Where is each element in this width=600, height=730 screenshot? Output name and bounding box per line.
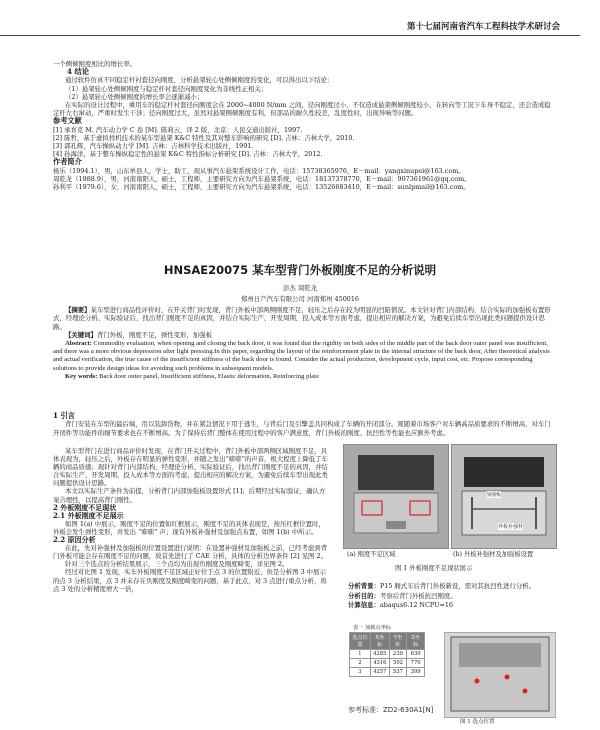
author-bio: 孙利平（1979.6），女，河南南阳人，硕士，工程师，主要研究方向为汽车悬架系统，电话：13526683410，E－mail：sunlpmail@163.com。 <box>53 183 470 192</box>
keywords-en: Key words: Back door outer panel, Insufficient stiffness, Elastic deformation, Reinforcing plate <box>65 373 319 381</box>
header-rule <box>0 35 580 36</box>
abstract-en: Abstract: Commodity evaluation, when opening and closing the back door, it was found that the rigidity on both sides of the middle part of the back door outer panel was insufficient, and there was a more obvious depression after light pressing.In this paper, regarding the layout of the reinforcement plate in the internal structure of the back door, After theoretical analysis and actual verification, the true cause of the insufficient stiffness of the back door is found. Consider the actual production, development cycle, input cost, etc. Propose corresponding solutions to provide design ideas for avoiding such problems in subsequent models. <box>53 339 550 372</box>
analysis-purpose: 分析目的：考察后背门外板抗凹刚度。 <box>348 591 457 600</box>
figure-1b-diagram <box>451 444 557 549</box>
reference-item: [2] 陈哲，基于虚拟样机技术的某车型悬架 K&C 特性及其对整车影响的研究 [D]. 吉林：吉林大学，2010. <box>53 133 355 142</box>
section-2-heading: 2 外板刚度不足现状 <box>53 502 117 512</box>
section-2-1-paragraph: 如图 1(a) 中展示，刚度不足的位置如红框展示，刚度不足的具体表现是，按压红框位置时，外板会发生弹性变形，并发出 “嘭嘭” 声；现有外板补强材及加强点布置，如图 1(b) 中所示。 <box>53 519 325 536</box>
conclusion-item-1: （1）悬架轮心处侧倾刚度与稳定杆衬套径向刚度变化为非线性正相关； <box>65 84 268 93</box>
figure-1 <box>343 444 555 560</box>
author-bio: 杨乐（1994.1），男，山东单县人，学士，助工，现从事汽车悬架系统设计工作，电话：15738365976，E－mail：yangxinupei@163.com。 <box>53 166 465 175</box>
reference-item: [3] 郭孔辉，汽车操纵动力学 [M]. 吉林：吉林科学技术出版社，1991. <box>53 142 254 151</box>
figure-2 <box>444 632 556 718</box>
analysis-solver: 计算信息：abaqus6.12 NCPU=16 <box>348 601 453 609</box>
section-2-1-heading: 2.1 外板刚度不足展示 <box>53 510 124 520</box>
author-bio-heading: 作者简介 <box>53 157 82 167</box>
table-header-row: 选点位置 X坐标 Y坐标 Z坐标 <box>350 633 425 650</box>
intro-block <box>53 412 553 437</box>
table-row: 2 4316 592 770 <box>350 659 425 668</box>
keywords-en-label: Key words: <box>65 373 98 381</box>
keywords-cn-label: 【关键词】 <box>65 331 97 340</box>
body-left-column <box>53 447 331 593</box>
analysis-background: 分析背景：P15 厢式车后背门外板新设，需对其抗凹性进行分析。 <box>348 582 536 590</box>
prev-article-tail <box>53 60 553 191</box>
prev-line: 一个侧倾刚度相比的增长率。 <box>53 60 137 68</box>
section-2-2-paragraph-2: 针对三个选点的分析结果展示，三个点均为出现负刚度及刚度畸变，详见图 2。 <box>65 560 289 569</box>
analysis-info <box>348 582 558 611</box>
abstract-block <box>53 306 553 382</box>
figure-1a-caption: (a) 刚度不足区域 <box>347 551 396 558</box>
article-title: HNSAE20075 某车型背门外板刚度不足的分析说明 <box>163 263 437 277</box>
figure-2-caption: 图 1 选点位置 <box>460 719 495 725</box>
section-2-2-heading: 2.2 原因分析 <box>53 535 96 545</box>
figure-1a-photo <box>343 444 449 549</box>
conclusion-heading: 4 结论 <box>67 67 89 77</box>
intro-paragraph-2: 某车型背门在进行商品评价时发现，在背门开关过程中，背门外板中部两侧区域刚度不足，具体表现为，轻压之后，外板存在明显的弹性变形，并随之发出“嘭嘭”的声音，极大程度上降低了车辆的商品质感；现针对背门内部结构，经理论分析、实际验证后，找出背门刚度不足的真因，并结合实际生产、开发周期、投入成本等方面的考虑，提出相应的解决方案，为避免后续车型出现此类问题提供设计思路。 <box>53 447 328 488</box>
section-2-2-paragraph-1: 在此，先对补强材及加强板的位置设置进行说明：在设置补强材及加强板之前，已经考虑到背门外板可能会存在刚度不足的问题，故首先进行了 CAE 分析，具体的分析边界条件 [2] 见图 2。 <box>53 544 328 561</box>
section-2-2-paragraph-3: 经过对比图 1 发现，实车外板刚度不足区域正好位于点 3 的位置附近，但是分析图 3 中展示的点 3 分析结果，点 3 并未存在负刚度及刚度畸变的问题，基于此点，对 3 点进行重点分析，将点 3 处的分析精度增大一倍， <box>53 568 327 593</box>
article-affiliation: 郑州日产汽车有限公司 河南郑州 450016 <box>241 295 359 303</box>
figure-1-caption: 图 1 外板刚度不足现状展示 <box>395 565 473 572</box>
abstract-cn-label: 【摘要】 <box>65 306 91 314</box>
table-title: 表一 加载点坐标 <box>353 625 391 631</box>
abstract-cn: 【摘要】某车型进行商品性评价时，在开关背门时发现，背门外板中部两侧刚度不足，轻压之后存在较为明显的凹陷情况。本文针对背门内部结构，结合实际的加强板布置形式，经理论分析、实际验证后，找出背门刚度不足的真因，并结合实际生产、开发周期，投入成本等方面考虑，提出相应的解决方案，为避免后续车型出现此类问题提供设计思路。 <box>53 306 551 331</box>
author-bio: 周乾龙（1988.9），男，河南南阳人，硕士，工程师，主要研究方向为汽车悬架系统，电话：18137378770，E－mail：907361961@qq.com。 <box>53 174 471 183</box>
reference-item: [1] 承育克 M. 汽车动力学 C 卷 [M]. 陈莉云，译 2 版，北京：人民交通出版社，1997. <box>53 125 303 134</box>
load-point-table <box>349 632 425 677</box>
intro-paragraph-1: 背门安装在车型的最后端，用以装卸货物，并在紧急情况下用于逃生，与背后门及引擎盖共同构成了车辆的开闭部分。观随着市场客户对车辆高品质要求的不断增高，对车门开闭件等功能件的细节要求也在不断增高。为了保持后背门整体在使用过程中的客户满意度，背门外板的刚度、抗凹性等性能也应额外考虑。 <box>53 420 551 437</box>
label-outer-reinforcement: 外板补强材 <box>498 524 524 530</box>
watermark-reference: 参考标准：ZD2-630A1[N] <box>348 706 434 714</box>
intro-heading: 1 引言 <box>53 411 75 420</box>
table-row: 3 4257 537 399 <box>350 668 425 677</box>
back-door-photo-icon <box>344 445 448 548</box>
back-door-mesh-icon <box>445 633 555 717</box>
label-reinforcement-plate: 加强板 <box>486 492 502 498</box>
reference-item: [4] 孙海洋，基于整车操纵稳定性的悬架 K&C 特性指标分析研究 [D]. 吉林：吉林大学，2012. <box>53 150 323 159</box>
references-heading: 参考文献 <box>53 116 82 126</box>
table-row: 1 4285 239 639 <box>350 650 425 659</box>
conclusion-item-2: （2）悬架轮心处侧倾刚度的增长率会逐渐减小； <box>65 92 204 101</box>
article-authors: 彭杰 周乾龙 <box>283 284 317 292</box>
abstract-en-label: Abstract: <box>65 339 92 347</box>
intro-paragraph-3: 本文以实际生产条件为前提，分析背门内部加强板设置形式 [1]；后期经过实际验证，确认方案合理性，以提高背门刚性。 <box>53 487 326 504</box>
figure-1b-caption: (b) 外板补强材及加强板设置 <box>453 551 534 558</box>
journal-header: 第十七届河南省汽车工程科技学术研讨会 <box>406 22 560 32</box>
conclusion-body: 在实际的设计过程中，乘用车的稳定杆衬套径向刚度会在 2000~4000 N/mm 之间，径向刚度过小，不仅造成悬架侧倾刚度较小，在转向等工况下车身不稳定，还会造成稳定杆左右窜动，严重时发生干涉；径向刚度过大，虽然对悬架侧倾刚度有利，但部品的耐久性较差，乱度性时，出现异响等问题。 <box>53 101 551 118</box>
reinforcement-diagram-icon <box>452 445 556 548</box>
conclusion-intro: 通过软件仿真不同稳定杆衬套径向刚度，分析悬架轮心处侧倾刚度的变化，可以得出以下结论： <box>65 76 334 85</box>
keywords-cn: 【关键词】背门外板，刚度不足，弹性变形，加强板 <box>65 331 212 340</box>
